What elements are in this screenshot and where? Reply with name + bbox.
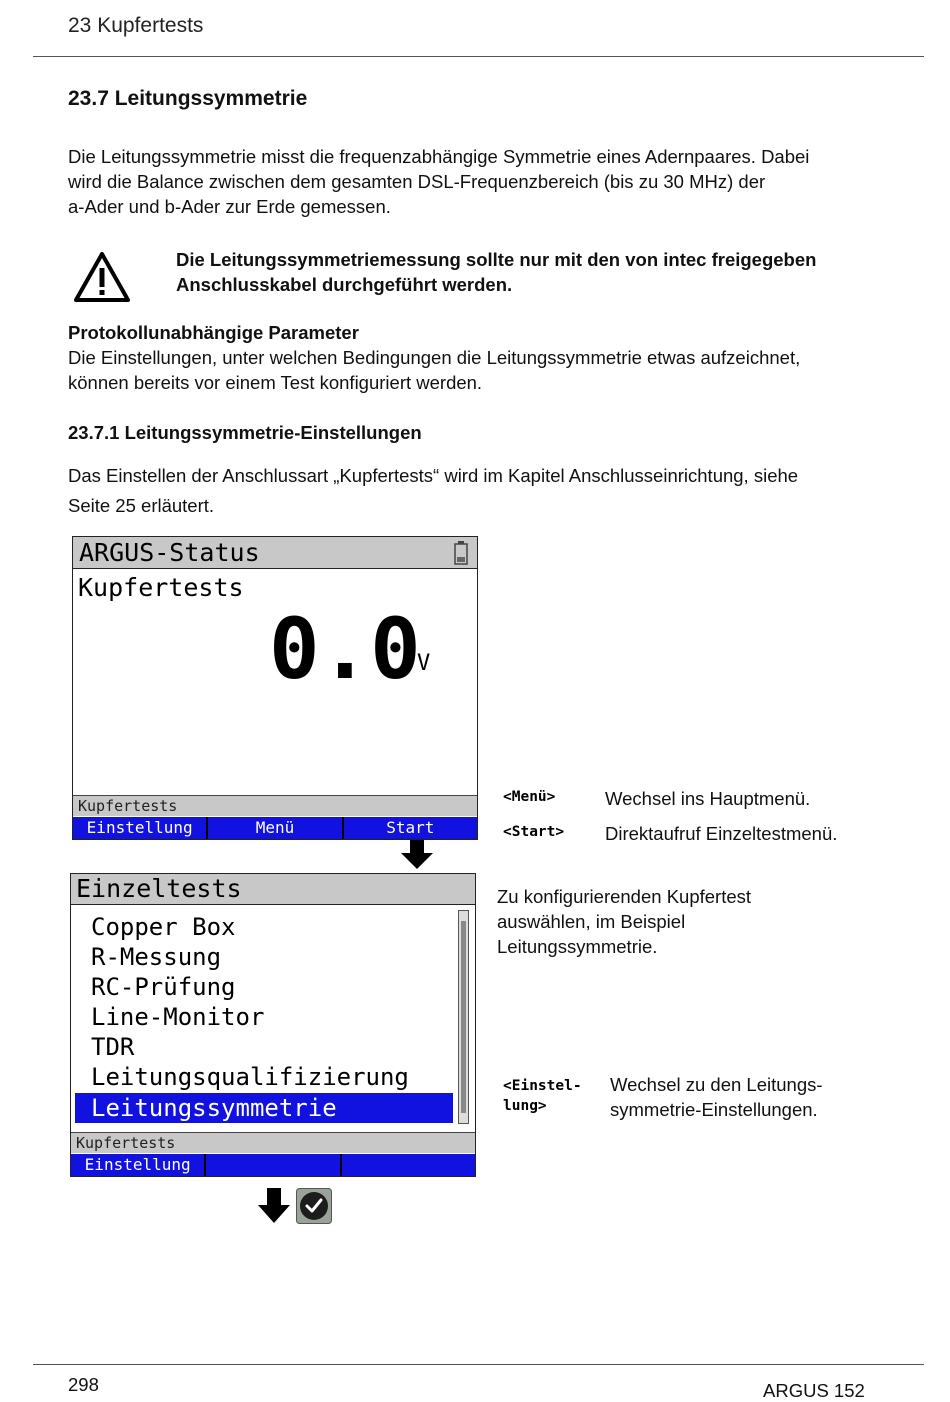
intro-line: wird die Balance zwischen dem gesamten DSL-Frequenzbereich (bis zu 30 MHz) der [68, 171, 766, 192]
softkey-bar [73, 817, 477, 839]
status-bar: Kupfertests [73, 795, 477, 816]
einstellung-key-label [503, 1076, 582, 1116]
params-heading: Protokollunabhängige Parameter [68, 322, 359, 343]
warning-triangle-icon [73, 251, 131, 303]
argus-status-screen [72, 536, 478, 840]
softkey-einstellung[interactable]: Einstellung [73, 817, 208, 839]
status-bar: Kupfertests [71, 1132, 475, 1153]
menu-scrollbar[interactable] [458, 910, 469, 1124]
voltage-unit: V [417, 651, 431, 676]
menu-item-r-messung[interactable]: R-Messung [91, 943, 222, 971]
softkey-menu[interactable]: Menü [208, 817, 343, 839]
einstellung-description-line: symmetrie-Einstellungen. [610, 1099, 818, 1120]
page-number: 298 [68, 1374, 99, 1395]
product-name: ARGUS 152 [763, 1380, 865, 1401]
header-divider [33, 56, 924, 57]
menu-item-copper-box[interactable]: Copper Box [91, 913, 236, 941]
softkey-bar [71, 1154, 475, 1176]
section-title: 23.7 Leitungssymmetrie [68, 87, 308, 110]
voltage-value: 0.0 [269, 600, 421, 698]
screen-title: Einzeltests [71, 874, 475, 905]
menu-key-description: Wechsel ins Hauptmenü. [605, 788, 811, 809]
arrow-down-icon [400, 840, 434, 870]
params-line: können bereits vor einem Test konfiguriert werden. [68, 372, 483, 393]
screen-title-text: ARGUS-Status [79, 538, 260, 567]
intro-line: Die Leitungssymmetrie misst die frequenzabhängige Symmetrie eines Adernpaares. Dabei [68, 146, 810, 167]
footer-divider [33, 1364, 924, 1365]
start-key-label: <Start> [503, 824, 565, 840]
softkey-start[interactable]: Start [386, 818, 435, 837]
screen-subtitle: Kupfertests [78, 573, 244, 602]
einzeltests-screen [70, 873, 476, 1177]
params-line: Die Einstellungen, unter welchen Bedingungen die Leitungssymmetrie etwas aufzeichnet, [68, 347, 801, 368]
battery-icon [454, 541, 468, 565]
einstellung-key-line: lung> [503, 1098, 547, 1114]
softkey-einstellung[interactable]: Einstellung [71, 1154, 206, 1176]
menu-item-tdr[interactable]: TDR [91, 1033, 135, 1061]
subsection-line: Seite 25 erläutert. [68, 495, 215, 516]
intro-paragraph [68, 144, 883, 219]
screen-title [73, 537, 477, 569]
select-description [497, 884, 751, 959]
warning-line: Anschlusskabel durchgeführt werden. [176, 274, 513, 295]
params-block [68, 320, 883, 395]
subsection-line: Das Einstellen der Anschlussart „Kupfertests“ wird im Kapitel Anschlusseinrichtung, siehe [68, 465, 799, 486]
softkey-empty[interactable] [206, 1154, 341, 1176]
menu-item-leitungsqualifizierung[interactable]: Leitungsqualifizierung [91, 1063, 409, 1091]
select-description-line: Zu konfigurierenden Kupfertest [497, 886, 752, 907]
softkey-empty[interactable] [342, 1154, 475, 1176]
select-description-line: Leitungssymmetrie. [497, 936, 658, 957]
subsection-paragraph [68, 461, 883, 521]
menu-item-leitungssymmetrie[interactable]: Leitungssymmetrie [75, 1093, 453, 1123]
start-key-description: Direktaufruf Einzeltestmenü. [605, 823, 838, 844]
scrollbar-thumb[interactable] [461, 921, 466, 1113]
arrow-down-icon [257, 1188, 291, 1224]
menu-item-line-monitor[interactable]: Line-Monitor [91, 1003, 265, 1031]
select-description-line: auswählen, im Beispiel [497, 911, 686, 932]
intro-line: a-Ader und b-Ader zur Erde gemessen. [68, 196, 391, 217]
checkmark-icon [296, 1188, 332, 1224]
einstellung-key-line: <Einstel- [503, 1078, 582, 1094]
subsection-title: 23.7.1 Leitungssymmetrie-Einstellungen [68, 422, 422, 443]
menu-key-label: <Menü> [503, 789, 556, 805]
chapter-header: 23 Kupfertests [68, 14, 204, 37]
einstellung-description-line: Wechsel zu den Leitungs- [610, 1074, 823, 1095]
warning-text [176, 247, 896, 297]
menu-item-rc-pruefung[interactable]: RC-Prüfung [91, 973, 236, 1001]
einstellung-description [610, 1072, 823, 1122]
warning-line: Die Leitungssymmetriemessung sollte nur mit den von intec freigegeben [176, 249, 817, 270]
